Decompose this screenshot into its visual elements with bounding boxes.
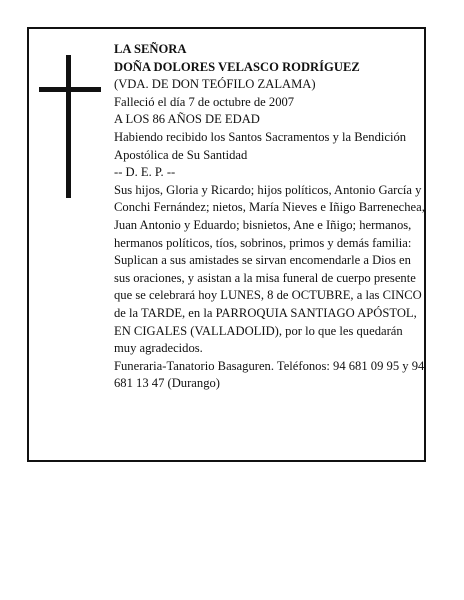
cross-vertical-bar [66,55,71,198]
widow-line: (VDA. DE DON TEÓFILO ZALAMA) [114,77,316,92]
cross-horizontal-bar [39,87,101,92]
funeral-home-text: Funeraria-Tanatorio Basaguren. Teléfonos: 94 681 09 95 y 94 681 13 47 (Durango) [114,358,425,391]
notice-text [114,41,426,393]
title-line: LA SEÑORA [114,42,187,56]
rip-line: -- D. E. P. -- [114,165,176,180]
age-line: A LOS 86 AÑOS DE EDAD [114,112,260,127]
deceased-name: DOÑA DOLORES VELASCO RODRÍGUEZ [114,59,360,74]
family-text: Sus hijos, Gloria y Ricardo; hijos políticos, Antonio García y Conchi Fernández; nietos, María Nieves e Iñigo Barrenechea, Juan Antonio y Eduardo; bisnietos, Ane e Iñigo; hermanos, hermanos políticos, tíos, sobrinos, primos y demás familia: [114,182,425,250]
request-text: Suplican a sus amistades se sirvan encomendarle a Dios en sus oraciones, y asistan a la misa funeral de cuerpo presente que se celebrará hoy LUNES, 8 de OCTUBRE, a las CINCO de la TARDE, en la PARROQUIA SANTIAGO APÓSTOL, EN CIGALES (VALLADOLID), por lo que les quedarán muy agradecidos. [114,253,422,356]
death-date: Falleció el día 7 de octubre de 2007 [114,94,295,109]
latin-cross-icon [39,55,101,198]
sacraments-text: Habiendo recibido los Santos Sacramentos y la Bendición Apostólica de Su Santidad [114,129,407,162]
obituary-notice [27,27,426,462]
